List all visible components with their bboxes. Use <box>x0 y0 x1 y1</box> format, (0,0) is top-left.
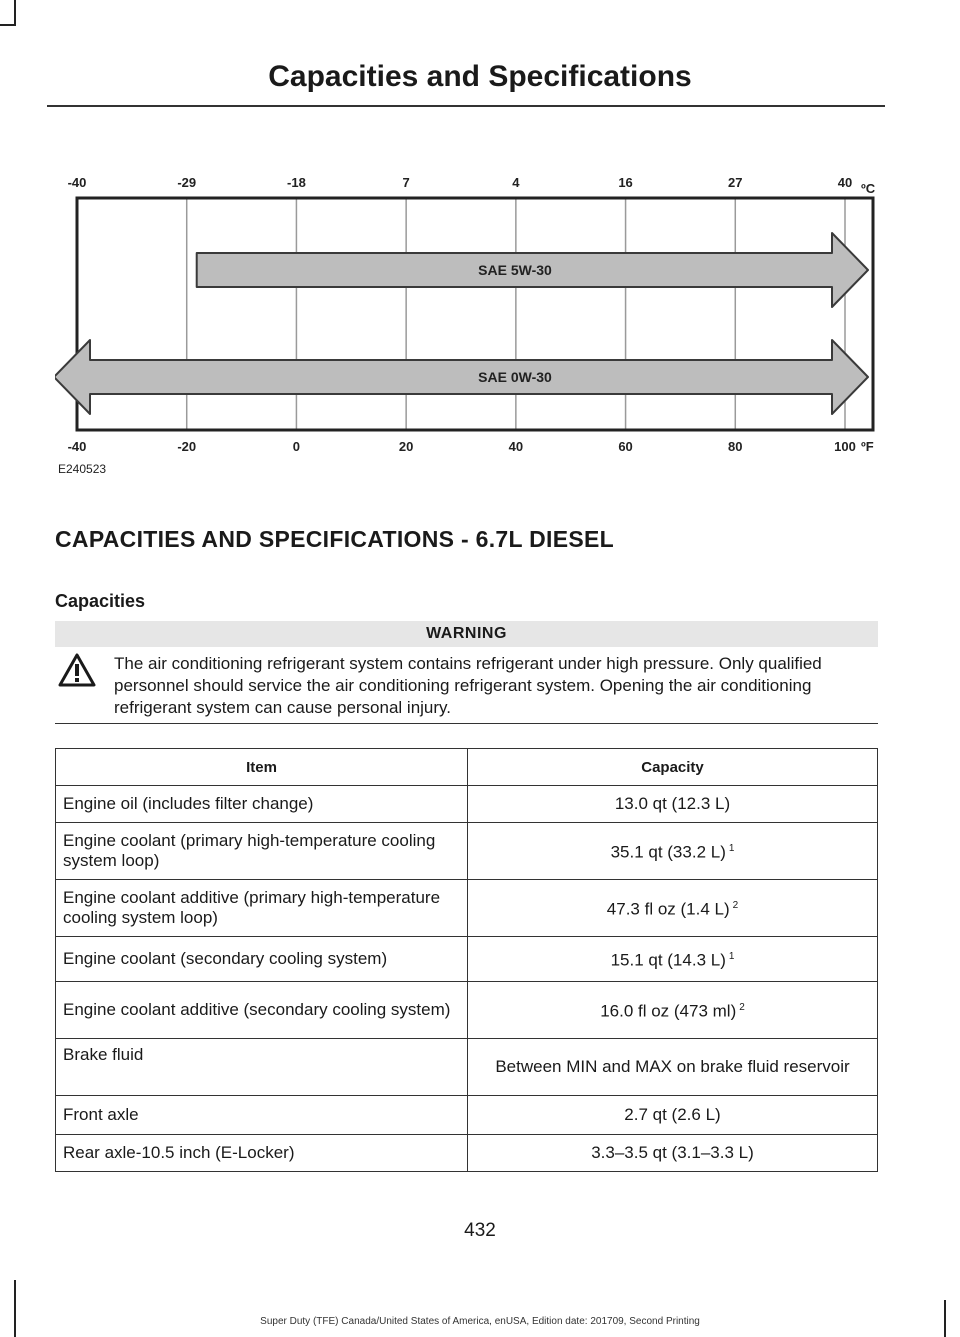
crop-mark <box>0 24 16 26</box>
celsius-tick-label: -40 <box>67 175 87 190</box>
celsius-tick-label: -29 <box>177 175 197 190</box>
warning-heading: WARNING <box>55 621 878 647</box>
capacity-cell <box>468 1039 878 1096</box>
footnote-ref: 2 <box>732 900 739 912</box>
table-row <box>56 1039 878 1096</box>
capacity-value: 16.0 fl oz (473 ml) <box>600 1001 737 1021</box>
item-cell: Engine coolant additive (secondary cooling system) <box>56 982 468 1039</box>
fahrenheit-tick-label: 80 <box>728 439 743 454</box>
fahrenheit-tick-label: 0 <box>292 439 301 454</box>
item-cell: Rear axle-10.5 inch (E-Locker) <box>56 1135 468 1172</box>
column-header-capacity: Capacity <box>468 749 878 786</box>
page-footer: Super Duty (TFE) Canada/United States of America, enUSA, Edition date: 201709, Second Printing <box>260 1316 700 1327</box>
capacity-value: 2.7 qt (2.6 L) <box>624 1105 721 1124</box>
chart-svg <box>55 165 885 485</box>
item-cell: Engine coolant (secondary cooling system) <box>56 937 468 982</box>
warning-triangle-icon <box>58 652 96 688</box>
item-cell: Engine coolant additive (primary high-temperature cooling system loop) <box>56 880 468 937</box>
crop-mark <box>14 1280 16 1337</box>
capacity-cell <box>468 937 878 982</box>
oil-grade-label: SAE 5W-30 <box>478 262 552 278</box>
subsection-title: Capacities <box>55 591 146 611</box>
oil-viscosity-chart <box>55 165 885 485</box>
warning-divider <box>55 723 878 724</box>
fahrenheit-tick-label: -20 <box>177 439 197 454</box>
crop-mark <box>14 0 16 26</box>
table-header-row <box>56 749 878 786</box>
table-row <box>56 937 878 982</box>
image-id-label: E240523 <box>58 462 107 476</box>
page-number: 432 <box>464 1220 496 1241</box>
fahrenheit-tick-label: 40 <box>508 439 524 454</box>
capacity-cell <box>468 982 878 1039</box>
item-cell: Engine oil (includes filter change) <box>56 786 468 823</box>
capacity-value: 47.3 fl oz (1.4 L) <box>606 899 730 919</box>
fahrenheit-tick-label: 60 <box>618 439 633 454</box>
celsius-tick-label: 16 <box>618 175 633 190</box>
table-row <box>56 982 878 1039</box>
table-row <box>56 823 878 880</box>
capacity-value: 13.0 qt (12.3 L) <box>614 794 731 813</box>
fahrenheit-unit-label: ºF <box>861 439 874 454</box>
celsius-tick-label: 40 <box>837 175 853 190</box>
capacities-table <box>55 748 878 1172</box>
table-row <box>56 786 878 823</box>
celsius-tick-label: -18 <box>287 175 306 190</box>
oil-range-arrow <box>55 340 868 414</box>
item-cell: Engine coolant (primary high-temperature cooling system loop) <box>56 823 468 880</box>
oil-grade-label: SAE 0W-30 <box>478 369 552 385</box>
chart-frame <box>77 198 873 430</box>
capacity-cell <box>468 823 878 880</box>
fahrenheit-tick-label: -40 <box>67 439 87 454</box>
capacity-cell <box>468 1096 878 1135</box>
column-header-item: Item <box>56 749 468 786</box>
celsius-tick-label: 7 <box>402 175 410 190</box>
footnote-ref: 1 <box>728 951 735 963</box>
table-row <box>56 880 878 937</box>
celsius-unit-label: ºC <box>861 181 876 196</box>
table-row <box>56 1135 878 1172</box>
footnote-ref: 1 <box>728 843 735 855</box>
capacity-value: Between MIN and MAX on brake fluid reservoir <box>495 1057 850 1076</box>
footnote-ref: 2 <box>739 1002 745 1014</box>
capacity-value: 15.1 qt (14.3 L) <box>610 950 726 970</box>
capacity-value: 35.1 qt (33.2 L) <box>610 842 726 862</box>
fahrenheit-tick-label: 20 <box>398 439 414 454</box>
capacity-value: 3.3–3.5 qt (3.1–3.3 L) <box>591 1143 754 1162</box>
item-cell: Brake fluid <box>56 1039 468 1096</box>
section-title: CAPACITIES AND SPECIFICATIONS - 6.7L DIESEL <box>55 526 615 552</box>
fahrenheit-tick-label: 100 <box>834 439 856 454</box>
item-cell: Front axle <box>56 1096 468 1135</box>
celsius-tick-label: 4 <box>512 175 520 190</box>
capacity-cell <box>468 880 878 937</box>
capacity-cell <box>468 1135 878 1172</box>
table-row <box>56 1096 878 1135</box>
celsius-tick-label: 27 <box>728 175 743 190</box>
capacity-cell <box>468 786 878 823</box>
warning-text: The air conditioning refrigerant system contains refrigerant under high pressure. Only qualified personnel should service the air conditioning refrigerant system. Opening the air conditioning refrigerant system can cause personal injury. <box>114 654 822 717</box>
header-divider <box>47 105 885 107</box>
page-header-title: Capacities and Specifications <box>268 60 692 93</box>
